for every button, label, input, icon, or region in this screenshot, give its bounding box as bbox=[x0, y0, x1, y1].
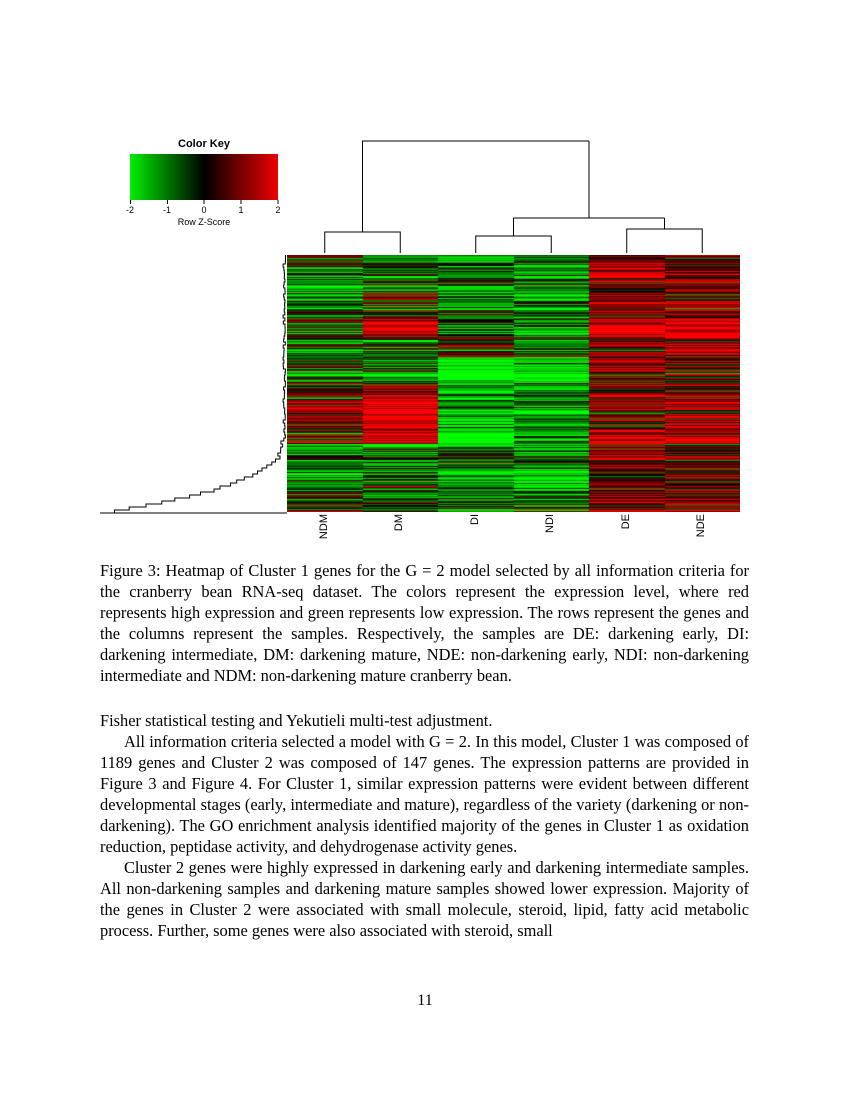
tick-mark bbox=[277, 200, 278, 204]
color-key-tick bbox=[163, 200, 171, 215]
column-label-ndi: NDI bbox=[544, 514, 557, 533]
color-key-tick bbox=[275, 200, 280, 215]
color-key-ticks bbox=[125, 200, 281, 216]
tick-label: 1 bbox=[238, 205, 244, 215]
color-key-gradient bbox=[130, 154, 278, 200]
paragraph: Fisher statistical testing and Yekutieli multi-test adjustment. bbox=[100, 711, 493, 730]
color-key-tick bbox=[201, 200, 206, 215]
color-key-tick bbox=[126, 200, 134, 215]
color-key-title: Color Key bbox=[178, 138, 230, 150]
tick-mark bbox=[240, 200, 241, 204]
figure-caption: Figure 3: Heatmap of Cluster 1 genes for the G = 2 model selected by all information criteria for the cranberry bean RNA-seq dataset. The colors represent the expression level, where red represents high expression and green represents low expression. The rows represent the genes and the columns represent the samples. Respectively, the samples are DE: darkening early, DI: darkening intermediate, DM: darkening mature, NDE: non-darkening early, NDI: non-darkening intermediate and NDM: non-darkening mature cranberry bean. bbox=[100, 561, 749, 685]
tick-mark bbox=[166, 200, 167, 204]
body-text bbox=[100, 710, 749, 941]
tick-label: 0 bbox=[201, 205, 207, 215]
column-label-dm: DM bbox=[393, 514, 406, 532]
tick-mark bbox=[129, 200, 130, 204]
column-label-di: DI bbox=[468, 514, 481, 525]
heatmap-canvas bbox=[287, 255, 740, 512]
tick-label: -1 bbox=[162, 205, 172, 215]
tick-mark bbox=[203, 200, 204, 204]
page-number: 11 bbox=[417, 992, 433, 1009]
paragraph: Cluster 2 genes were highly expressed in darkening early and darkening intermediate samples. All non-darkening samples and darkening mature samples showed lower expression. Majority of the genes in Cluster 2 were associated with small molecule, steroid, lipid, fatty acid metabolic process. Further, some genes were also associated with steroid, small bbox=[100, 858, 749, 940]
tick-label: -2 bbox=[125, 205, 135, 215]
paragraph: All information criteria selected a model with G = 2. In this model, Cluster 1 was composed of 1189 genes and Cluster 2 was composed of 147 genes. The expression patterns are provided in Figure 3 and Figure 4. For Cluster 1, similar expression patterns were evident between different developmental stages (early, intermediate and mature), regardless of the variety (darkening or non-darkening). The GO enrichment analysis identified majority of the genes in Cluster 1 as oxidation reduction, peptidase activity, and dehydrogenase activity genes. bbox=[100, 732, 749, 856]
color-key-axis-label: Row Z-Score bbox=[177, 217, 231, 227]
tick-label: 2 bbox=[275, 205, 281, 215]
color-key-tick bbox=[238, 200, 243, 215]
column-label-nde: NDE bbox=[695, 514, 708, 538]
column-label-ndm: NDM bbox=[317, 514, 330, 540]
column-label-de: DE bbox=[619, 514, 632, 530]
